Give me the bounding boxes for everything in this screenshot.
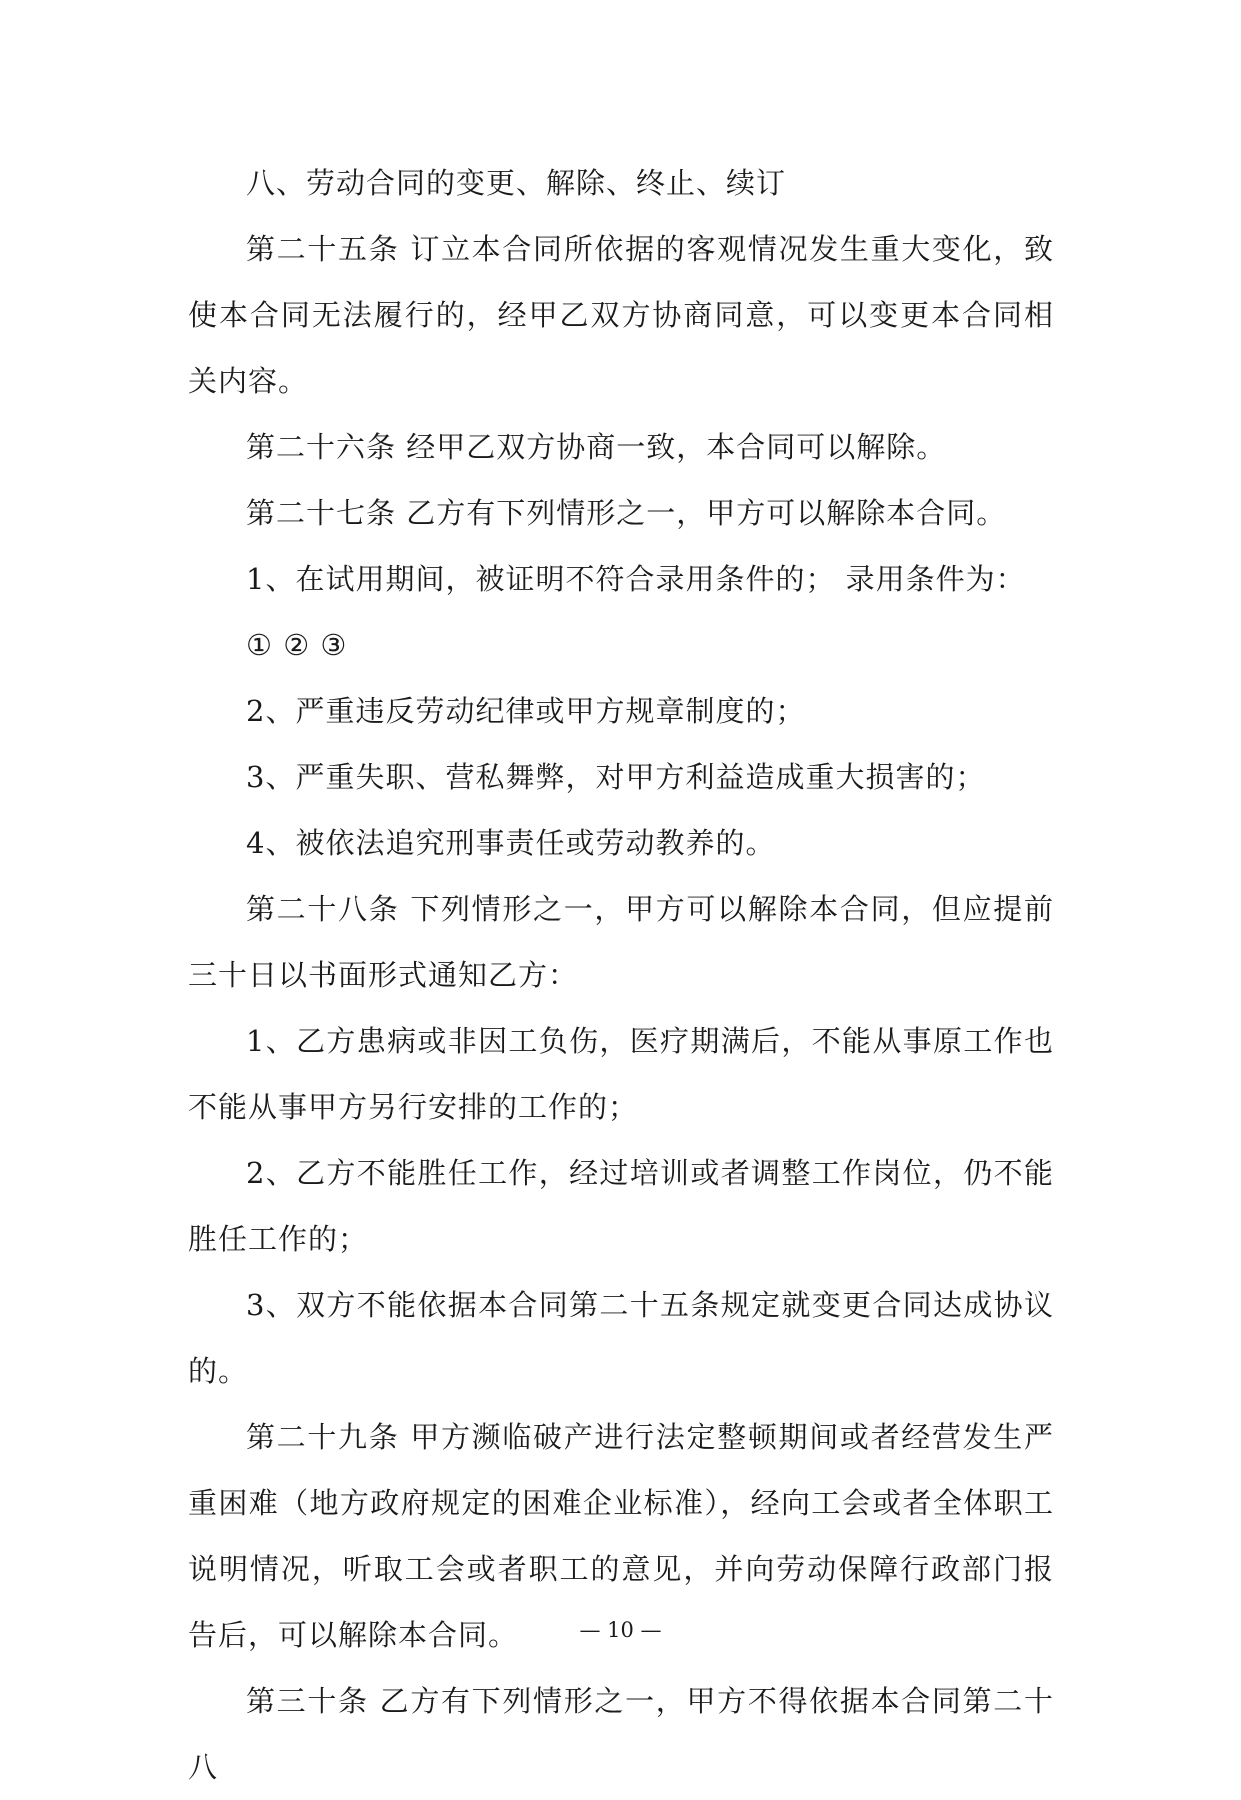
article-27-item-4: 4、被依法追究刑事责任或劳动教养的。 [246,826,776,860]
article-27-item-2: 2、严重违反劳动纪律或甲方规章制度的； [246,694,806,728]
article-25: 第二十五条 订立本合同所依据的客观情况发生重大变化，致使本合同无法履行的，经甲乙双方协商同意，可以变更本合同相关内容。 [188,232,1054,398]
hiring-conditions-markers: ① ② ③ [246,628,348,662]
article-28-item-3: 3、双方不能依据本合同第二十五条规定就变更合同达成协议的。 [188,1288,1054,1388]
article-27: 第二十七条 乙方有下列情形之一，甲方可以解除本合同。 [246,496,1007,530]
article-28-item-2: 2、乙方不能胜任工作，经过培训或者调整工作岗位，仍不能胜任工作的； [188,1156,1054,1256]
article-27-item-1: 1、在试用期间，被证明不符合录用条件的； 录用条件为： [246,562,1026,596]
article-27-item-3: 3、严重失职、营私舞弊，对甲方利益造成重大损害的； [246,760,986,794]
page-number: — 10 — [579,1618,662,1642]
document-body [188,150,1054,1800]
article-28-item-1: 1、乙方患病或非因工负伤，医疗期满后，不能从事原工作也不能从事甲方另行安排的工作的； [188,1024,1054,1124]
article-30: 第三十条 乙方有下列情形之一，甲方不得依据本合同第二十八 [188,1684,1054,1784]
article-29: 第二十九条 甲方濒临破产进行法定整顿期间或者经营发生严重困难（地方政府规定的困难企业标准），经向工会或者全体职工说明情况，听取工会或者职工的意见，并向劳动保障行政部门报告后，可以解除本合同。 [188,1420,1054,1652]
article-26: 第二十六条 经甲乙双方协商一致，本合同可以解除。 [246,430,947,464]
article-28: 第二十八条 下列情形之一，甲方可以解除本合同，但应提前三十日以书面形式通知乙方： [188,892,1054,992]
section-heading: 八、劳动合同的变更、解除、终止、续订 [246,166,787,200]
